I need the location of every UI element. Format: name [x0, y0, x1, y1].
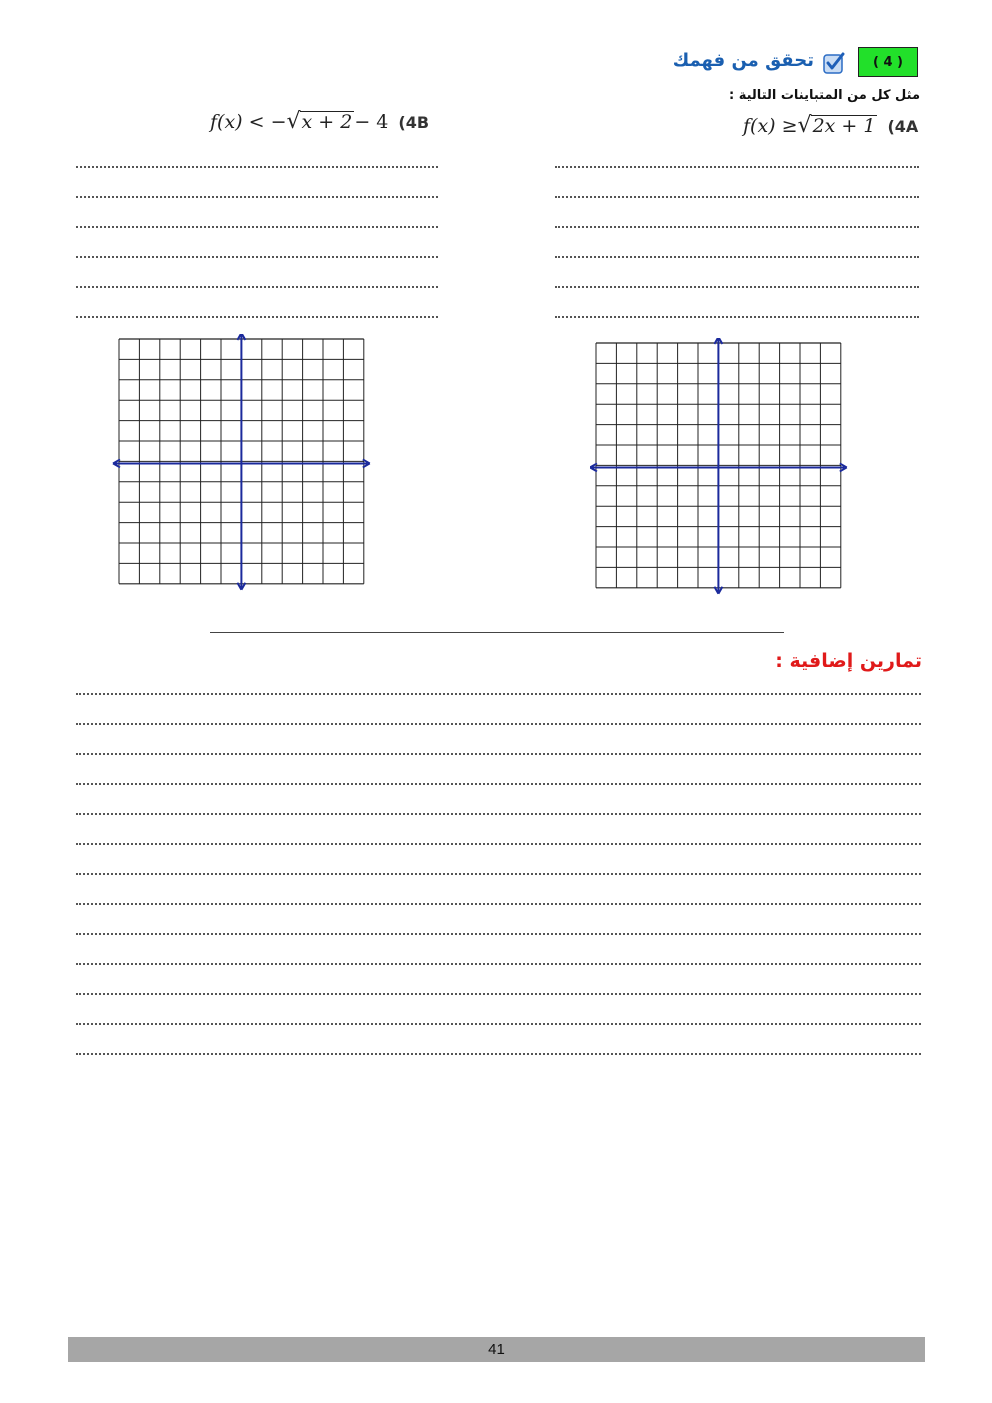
answer-line[interactable]: [76, 286, 438, 288]
answer-line[interactable]: [76, 993, 921, 995]
radicand-4a: 2x + 1: [812, 115, 876, 138]
answer-line[interactable]: [76, 226, 438, 228]
section-separator: [210, 632, 784, 633]
answer-line[interactable]: [76, 783, 921, 785]
answer-line[interactable]: [76, 316, 438, 318]
inequality-4b: [210, 111, 429, 133]
answer-line[interactable]: [76, 166, 438, 168]
answer-line[interactable]: [76, 256, 438, 258]
extra-exercises-title: تمارين إضافية :: [775, 650, 922, 672]
answer-line[interactable]: [76, 723, 921, 725]
answer-line[interactable]: [76, 1023, 921, 1025]
coordinate-grid-4a: [590, 338, 852, 596]
answer-line[interactable]: [76, 843, 921, 845]
radical-4b: √ x + 2: [286, 109, 353, 134]
answer-line[interactable]: [76, 196, 438, 198]
answer-line[interactable]: [555, 256, 919, 258]
answer-line[interactable]: [555, 196, 919, 198]
answer-line[interactable]: [76, 933, 921, 935]
answer-line[interactable]: [555, 166, 919, 168]
answer-line[interactable]: [76, 693, 921, 695]
inequality-4b-tail: − 4: [354, 111, 389, 133]
answer-line[interactable]: [76, 903, 921, 905]
answer-line[interactable]: [555, 316, 919, 318]
exercise-number: ( 4 ): [873, 54, 903, 70]
check-understanding-title: تحقق من فهمك: [672, 50, 814, 71]
page-number: 41: [488, 1341, 505, 1358]
answer-line[interactable]: [555, 226, 919, 228]
answer-line[interactable]: [76, 813, 921, 815]
instruction-text: مثل كل من المتباينات التالية :: [729, 88, 920, 103]
answer-line[interactable]: [76, 963, 921, 965]
inequality-4a-label: (4A: [887, 116, 919, 136]
radicand-4b: x + 2: [301, 111, 353, 134]
inequality-4a: [743, 115, 918, 137]
inequality-4b-label: (4B: [398, 112, 430, 132]
answer-line[interactable]: [555, 286, 919, 288]
coordinate-grid-4b: [112, 334, 374, 592]
answer-line[interactable]: [76, 1053, 921, 1055]
checkbox-check-icon: [822, 51, 846, 75]
footer-bar: [68, 1337, 925, 1362]
radical-4a: √ 2x + 1: [797, 113, 876, 138]
answer-line[interactable]: [76, 753, 921, 755]
exercise-number-box: [858, 47, 918, 77]
inequality-4a-lhs: f(x) ≥: [743, 115, 798, 137]
answer-line[interactable]: [76, 873, 921, 875]
inequality-4b-lhs: f(x) < −: [210, 111, 287, 133]
